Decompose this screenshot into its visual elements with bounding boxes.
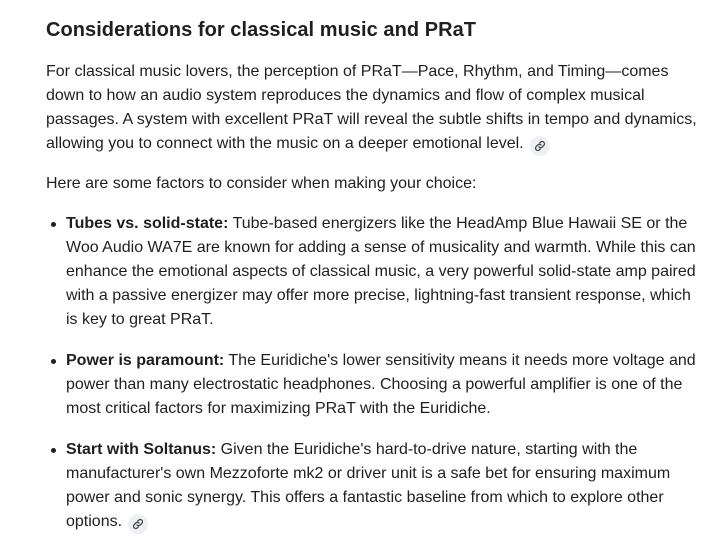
- list-item-text: Tube-based energizers like the HeadAmp Blue Hawaii SE or the Woo Audio WA7E are known for adding a sense of musicality and warmth. While this can enhance the emotional aspects of classical music, a very powerful solid-state amp paired with a passive energizer may offer more precise, lightning-fast transient response, which is key to great PRaT.: [66, 215, 696, 328]
- list-item: [66, 438, 697, 534]
- list-item-text: Given the Euridiche's hard-to-drive nature, starting with the manufacturer's own Mezzoforte mk2 or driver unit is a safe bet for ensuring maximum power and sonic synergy. This offers a fantastic baseline from which to explore other options.: [66, 441, 671, 530]
- list-item: [66, 349, 697, 421]
- intro-text: For classical music lovers, the perception of PRaT—Pace, Rhythm, and Timing—comes down to how an audio system reproduces the dynamics and flow of complex musical passages. A system with excellent PRaT will reveal the subtle shifts in tempo and dynamics, allowing you to connect with the music on a deeper emotional level.: [46, 63, 697, 152]
- section-heading: Considerations for classical music and PRaT: [46, 19, 477, 41]
- list-item: [66, 212, 697, 332]
- list-item-text: The Euridiche's lower sensitivity means it needs more voltage and power than many electrostatic headphones. Choosing a powerful amplifier is one of the most critical factors for maximizing PRaT with the Euridiche.: [66, 352, 696, 417]
- source-link-button[interactable]: [530, 136, 550, 156]
- factors-list: [46, 212, 697, 534]
- list-item-title: Tubes vs. solid-state:: [66, 215, 229, 232]
- link-icon: [132, 518, 144, 530]
- link-icon: [534, 140, 546, 152]
- list-item-title: Power is paramount:: [66, 352, 225, 369]
- intro-paragraph: [46, 60, 697, 156]
- list-item-title: Start with Soltanus:: [66, 441, 217, 458]
- source-link-button[interactable]: [128, 514, 148, 534]
- factors-lead-paragraph: Here are some factors to consider when making your choice:: [46, 175, 477, 192]
